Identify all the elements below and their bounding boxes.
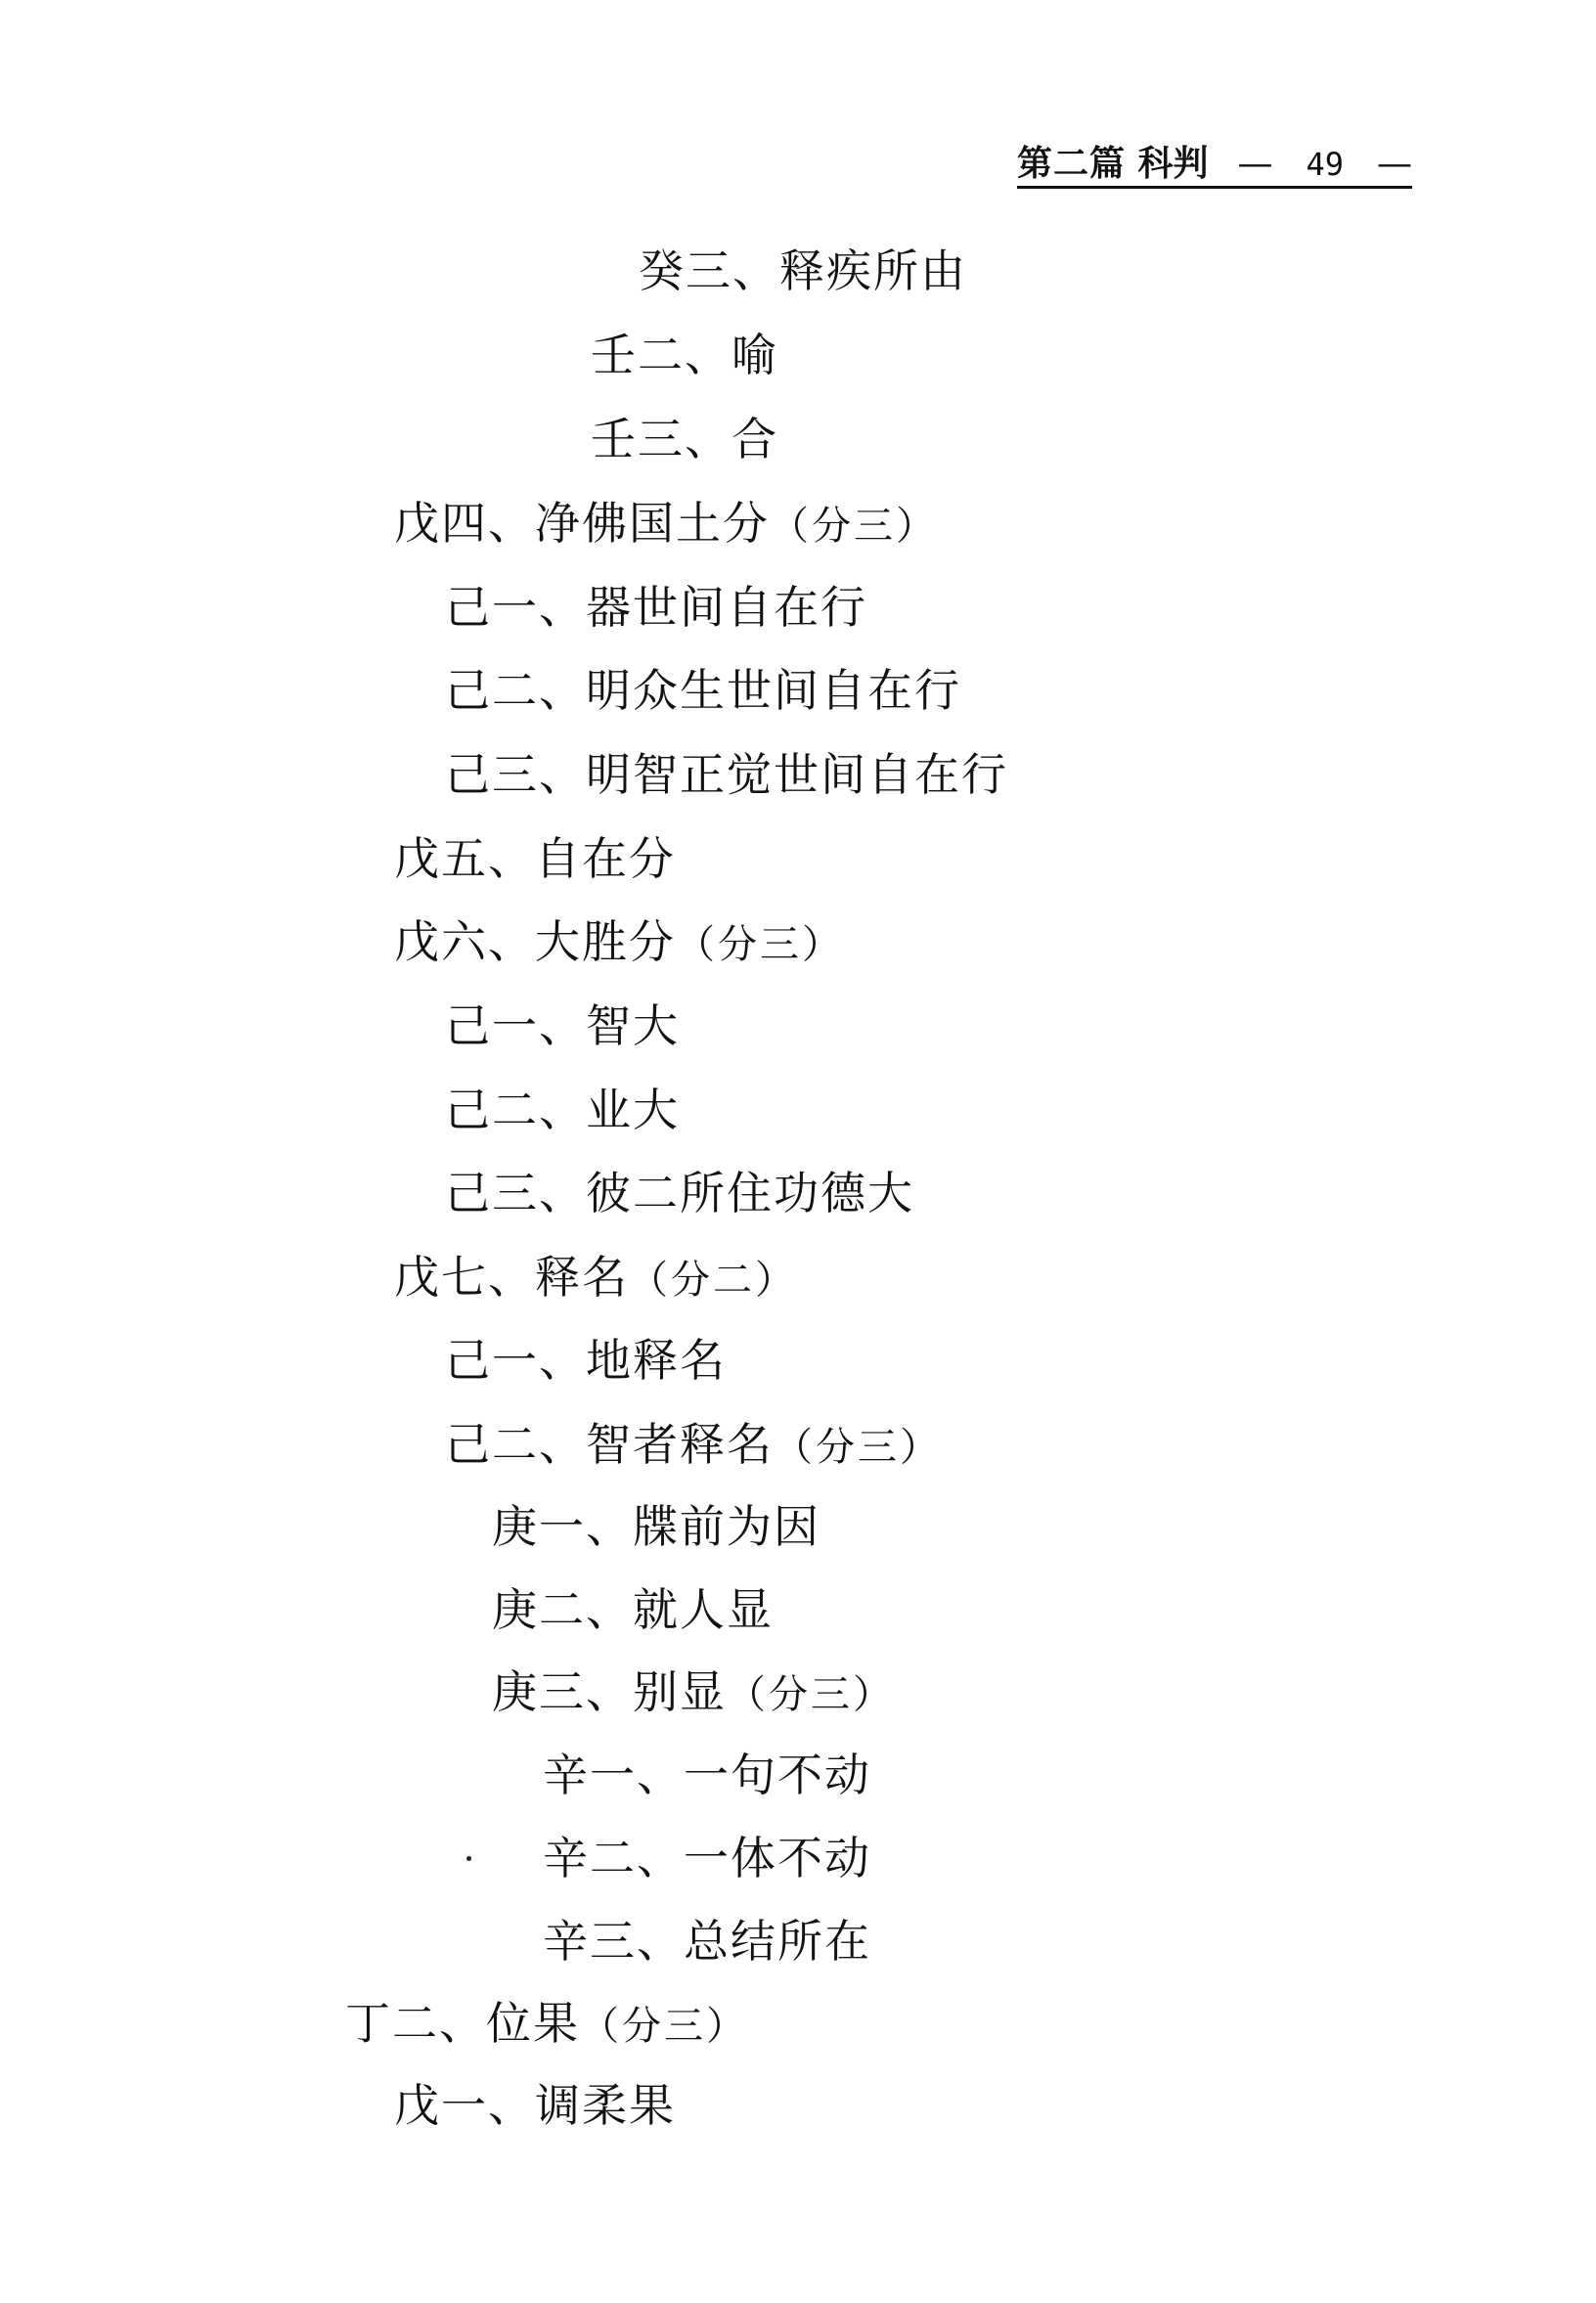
outline-item: 戊四、净佛国土分（分三）	[394, 497, 938, 550]
page-number: 49	[1306, 146, 1344, 183]
header-dash-right: —	[1377, 144, 1412, 184]
outline-item: 戊一、调柔果	[394, 2079, 676, 2132]
scan-speck	[466, 1856, 471, 1861]
outline-item: 壬二、喻	[591, 329, 778, 381]
outline-item: 己三、明智正觉世间自在行	[445, 748, 1008, 801]
outline-item: 己一、器世间自在行	[445, 581, 867, 634]
outline-item: 己二、智者释名（分三）	[445, 1418, 942, 1471]
header-section: 科判	[1137, 144, 1209, 184]
outline-item: 己二、明众生世间自在行	[445, 664, 961, 717]
outline-item: 戊七、释名（分二）	[394, 1251, 797, 1304]
outline-item: 庚一、牒前为因	[492, 1500, 820, 1553]
outline-item: 壬三、合	[591, 413, 778, 465]
outline-item: 戊六、大胜分（分三）	[394, 915, 844, 968]
outline-item: 庚三、别显（分三）	[492, 1665, 895, 1718]
outline-item: 己一、智大	[445, 999, 680, 1052]
outline-item: 辛三、总结所在	[543, 1915, 871, 1968]
outline-item: 丁二、位果（分三）	[345, 1997, 748, 2050]
outline-item: 己一、地释名	[445, 1334, 727, 1387]
outline-item: 辛二、一体不动	[543, 1832, 871, 1884]
outline-item: 庚二、就人显	[492, 1583, 774, 1636]
header-dash-left: —	[1237, 144, 1273, 184]
outline-item: 辛一、一句不动	[543, 1749, 871, 1801]
header-chapter: 第二篇	[1017, 144, 1127, 184]
outline-item: 戊五、自在分	[394, 832, 676, 885]
outline-item: 癸三、释疾所由	[639, 244, 967, 297]
outline-item: 己三、彼二所住功德大	[445, 1167, 914, 1219]
outline-item: 己二、业大	[445, 1084, 680, 1136]
running-header	[1017, 135, 1412, 189]
